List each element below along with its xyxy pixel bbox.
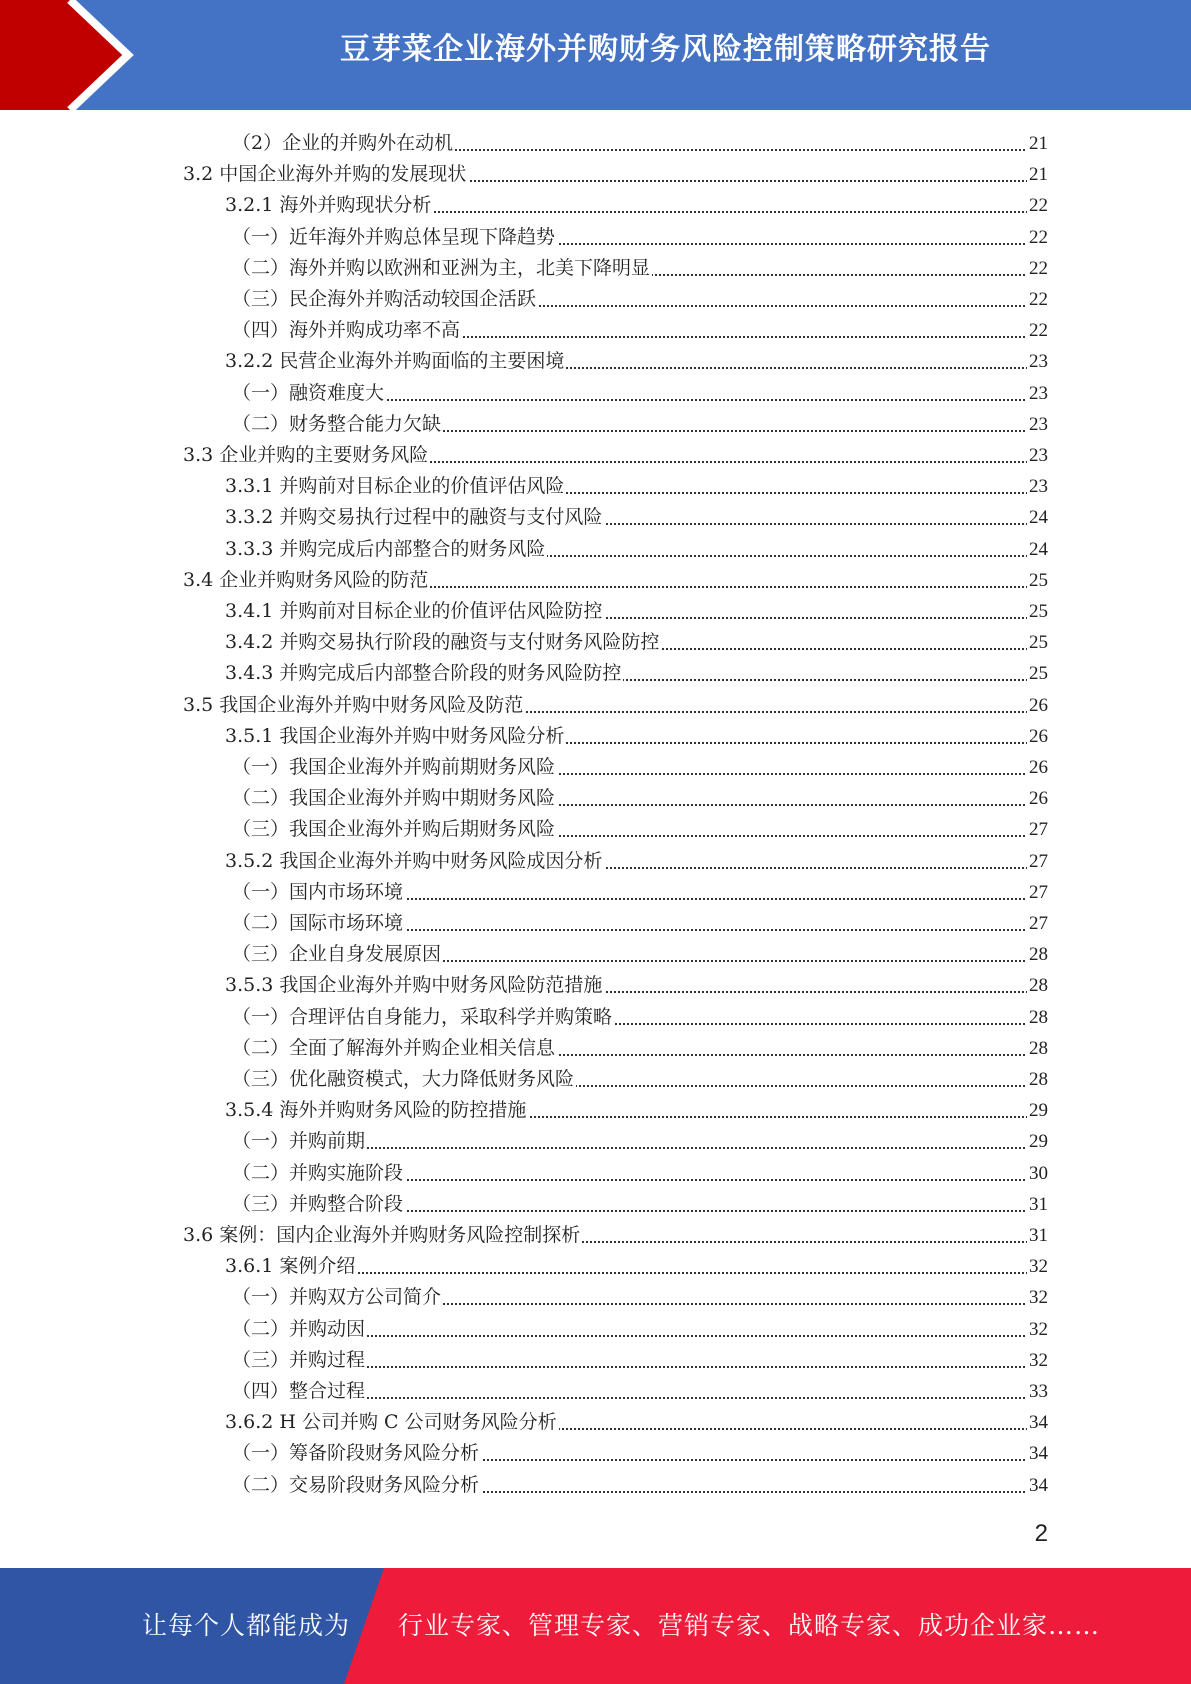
toc-entry-page: 25 — [1027, 596, 1048, 627]
toc-entry-label: 3.4.2 并购交易执行阶段的融资与支付财务风险防控 — [225, 631, 660, 654]
toc-entry[interactable] — [183, 159, 1048, 190]
toc-entry-page: 34 — [1027, 1407, 1048, 1438]
toc-entry-page: 27 — [1027, 908, 1048, 939]
toc-entry-page: 28 — [1027, 1033, 1048, 1064]
toc-entry[interactable] — [183, 565, 1048, 596]
toc-entry-label: 3.4.3 并购完成后内部整合阶段的财务风险防控 — [225, 662, 622, 685]
header-chevron-decoration — [0, 0, 160, 110]
toc-entry[interactable] — [225, 346, 1048, 377]
toc-entry[interactable] — [232, 253, 1048, 284]
page-number: 2 — [1034, 1520, 1048, 1547]
page-footer — [0, 1568, 1191, 1684]
toc-entry-label: 3.3.3 并购完成后内部整合的财务风险 — [225, 537, 546, 560]
toc-entry-label: （一）合理评估自身能力，采取科学并购策略 — [232, 1005, 613, 1028]
toc-entry-page: 22 — [1027, 284, 1048, 315]
toc-entry-page: 21 — [1027, 128, 1048, 159]
toc-entry-label: 3.5 我国企业海外并购中财务风险及防范 — [183, 693, 524, 716]
toc-entry-label: 3.2.2 民营企业海外并购面临的主要困境 — [225, 350, 565, 373]
toc-entry-label: 3.5.3 我国企业海外并购中财务风险防范措施 — [225, 974, 603, 997]
toc-entry-label: （四）整合过程 — [232, 1380, 366, 1402]
toc-entry-page: 22 — [1027, 190, 1048, 221]
toc-entry[interactable] — [225, 970, 1048, 1001]
toc-entry[interactable] — [232, 1345, 1048, 1376]
toc-entry-label: （一）融资难度大 — [232, 381, 385, 404]
toc-entry-page: 25 — [1027, 658, 1048, 689]
toc-entry-label: （四）海外并购成功率不高 — [232, 319, 461, 342]
toc-entry[interactable] — [232, 1470, 1048, 1501]
toc-entry-page: 32 — [1027, 1282, 1048, 1313]
toc-entry[interactable] — [225, 534, 1048, 565]
toc-entry-label: （三）我国企业海外并购后期财务风险 — [232, 818, 556, 841]
page-header — [0, 0, 1191, 110]
toc-entry-page: 32 — [1027, 1314, 1048, 1345]
toc-entry-page: 24 — [1027, 534, 1048, 565]
toc-entry[interactable] — [232, 1033, 1048, 1064]
toc-entry-page: 29 — [1027, 1126, 1048, 1157]
toc-entry-label: 3.3.1 并购前对目标企业的价值评估风险 — [225, 475, 565, 498]
toc-entry-page: 31 — [1027, 1189, 1048, 1220]
toc-entry-page: 28 — [1027, 1002, 1048, 1033]
toc-entry[interactable] — [232, 222, 1048, 253]
toc-entry-page: 23 — [1027, 378, 1048, 409]
toc-entry-label: （一）并购双方公司简介 — [232, 1286, 442, 1309]
toc-entry-page: 23 — [1027, 346, 1048, 377]
toc-entry[interactable] — [183, 690, 1048, 721]
toc-entry-page: 23 — [1027, 471, 1048, 502]
toc-entry-page: 28 — [1027, 1064, 1048, 1095]
footer-slogan-right: 行业专家、管理专家、营销专家、战略专家、成功企业家…… — [398, 1611, 1101, 1640]
toc-entry-page: 24 — [1027, 502, 1048, 533]
toc-entry-label: （一）近年海外并购总体呈现下降趋势 — [232, 225, 556, 248]
toc-entry[interactable] — [183, 440, 1048, 471]
toc-entry-label: （2）企业的并购外在动机 — [232, 132, 454, 154]
toc-entry[interactable] — [225, 190, 1048, 221]
toc-entry-page: 29 — [1027, 1095, 1048, 1126]
toc-entry[interactable] — [225, 596, 1048, 627]
toc-entry-label: （一）筹备阶段财务风险分析 — [232, 1442, 480, 1465]
toc-entry[interactable] — [232, 128, 1048, 159]
toc-entry-label: 3.6.1 案例介绍 — [225, 1255, 356, 1278]
toc-entry[interactable] — [232, 877, 1048, 908]
toc-entry[interactable] — [232, 1282, 1048, 1313]
toc-entry-label: （三）企业自身发展原因 — [232, 943, 442, 966]
toc-entry[interactable] — [225, 1095, 1048, 1126]
toc-entry-label: （二）我国企业海外并购中期财务风险 — [232, 787, 556, 810]
footer-slogan-left: 让每个人都能成为 — [142, 1611, 351, 1640]
toc-entry-page: 26 — [1027, 783, 1048, 814]
toc-entry-page: 30 — [1027, 1158, 1048, 1189]
toc-entry[interactable] — [225, 1407, 1048, 1438]
toc-entry-page: 27 — [1027, 877, 1048, 908]
toc-entry-page: 22 — [1027, 315, 1048, 346]
toc-entry-page: 23 — [1027, 409, 1048, 440]
toc-entry-page: 26 — [1027, 752, 1048, 783]
toc-entry-page: 26 — [1027, 721, 1048, 752]
toc-entry-page: 32 — [1027, 1345, 1048, 1376]
toc-entry-label: （一）国内市场环境 — [232, 880, 404, 903]
toc-entry[interactable] — [232, 1189, 1048, 1220]
toc-entry-label: （三）并购整合阶段 — [232, 1192, 404, 1215]
toc-entry-page: 27 — [1027, 814, 1048, 845]
toc-entry-label: 3.2.1 海外并购现状分析 — [225, 194, 432, 217]
toc-entry-label: （二）海外并购以欧洲和亚洲为主，北美下降明显 — [232, 256, 651, 279]
toc-entry[interactable] — [232, 1376, 1048, 1407]
toc-entry-label: 3.5.2 我国企业海外并购中财务风险成因分析 — [225, 849, 603, 872]
toc-entry[interactable] — [225, 627, 1048, 658]
toc-entry[interactable] — [232, 1158, 1048, 1189]
toc-entry-label: 3.3 企业并购的主要财务风险 — [183, 444, 429, 466]
toc-entry[interactable] — [232, 409, 1048, 440]
toc-entry-page: 28 — [1027, 939, 1048, 970]
toc-entry-label: 3.6.2 H 公司并购 C 公司财务风险分析 — [225, 1411, 557, 1434]
report-title: 豆芽菜企业海外并购财务风险控制策略研究报告 — [340, 32, 991, 67]
toc-entry[interactable] — [232, 1002, 1048, 1033]
toc-entry-page: 25 — [1027, 627, 1048, 658]
toc-entry-page: 22 — [1027, 253, 1048, 284]
toc-entry[interactable] — [232, 939, 1048, 970]
toc-entry[interactable] — [232, 814, 1048, 845]
toc-entry-label: （二）并购动因 — [232, 1317, 366, 1340]
toc-entry[interactable] — [183, 1220, 1048, 1251]
toc-entry[interactable] — [232, 1064, 1048, 1095]
toc-entry-page: 28 — [1027, 970, 1048, 1001]
toc-entry[interactable] — [232, 1126, 1048, 1157]
toc-entry-label: （二）并购实施阶段 — [232, 1161, 404, 1184]
toc-entry-page: 21 — [1027, 159, 1048, 190]
toc-entry-label: 3.4.1 并购前对目标企业的价值评估风险防控 — [225, 600, 603, 622]
toc-entry-page: 26 — [1027, 690, 1048, 721]
toc-entry-label: （一）我国企业海外并购前期财务风险 — [232, 756, 556, 778]
toc-entry-label: 3.3.2 并购交易执行过程中的融资与支付风险 — [225, 506, 603, 529]
toc-entry-label: （二）财务整合能力欠缺 — [232, 412, 442, 435]
toc-entry-page: 23 — [1027, 440, 1048, 471]
toc-entry-page: 34 — [1027, 1470, 1048, 1501]
toc-entry-label: （三）并购过程 — [232, 1348, 366, 1371]
toc-entry-label: （二）国际市场环境 — [232, 912, 404, 934]
toc-entry[interactable] — [232, 908, 1048, 939]
toc-entry[interactable] — [225, 658, 1048, 689]
toc-entry[interactable] — [232, 315, 1048, 346]
toc-entry-label: 3.2 中国企业海外并购的发展现状 — [183, 163, 467, 186]
toc-entry-label: （三）优化融资模式，大力降低财务风险 — [232, 1068, 575, 1090]
toc-entry[interactable] — [232, 284, 1048, 315]
toc-entry[interactable] — [232, 378, 1048, 409]
toc-entry-label: （二）全面了解海外并购企业相关信息 — [232, 1036, 556, 1059]
toc-entry[interactable] — [225, 502, 1048, 533]
toc-entry[interactable] — [232, 783, 1048, 814]
toc-entry[interactable] — [232, 1314, 1048, 1345]
toc-entry-label: 3.5.1 我国企业海外并购中财务风险分析 — [225, 724, 565, 747]
toc-entry-label: 3.6 案例：国内企业海外并购财务风险控制探析 — [183, 1224, 581, 1246]
toc-entry-page: 22 — [1027, 222, 1048, 253]
toc-entry[interactable] — [232, 752, 1048, 783]
toc-entry[interactable] — [225, 721, 1048, 752]
toc-entry[interactable] — [225, 1251, 1048, 1282]
toc-entry[interactable] — [232, 1438, 1048, 1469]
toc-entry-label: （二）交易阶段财务风险分析 — [232, 1473, 480, 1496]
toc-entry[interactable] — [225, 846, 1048, 877]
toc-entry-label: 3.4 企业并购财务风险的防范 — [183, 568, 429, 591]
toc-entry-label: （一）并购前期 — [232, 1130, 366, 1153]
toc-entry-page: 32 — [1027, 1251, 1048, 1282]
toc-entry-page: 34 — [1027, 1438, 1048, 1469]
toc-entry[interactable] — [225, 471, 1048, 502]
toc-entry-page: 33 — [1027, 1376, 1048, 1407]
toc-entry-page: 27 — [1027, 846, 1048, 877]
toc-entry-label: （三）民企海外并购活动较国企活跃 — [232, 288, 537, 310]
toc-entry-label: 3.5.4 海外并购财务风险的防控措施 — [225, 1099, 527, 1122]
toc-entry-page: 31 — [1027, 1220, 1048, 1251]
toc-entry-page: 25 — [1027, 565, 1048, 596]
